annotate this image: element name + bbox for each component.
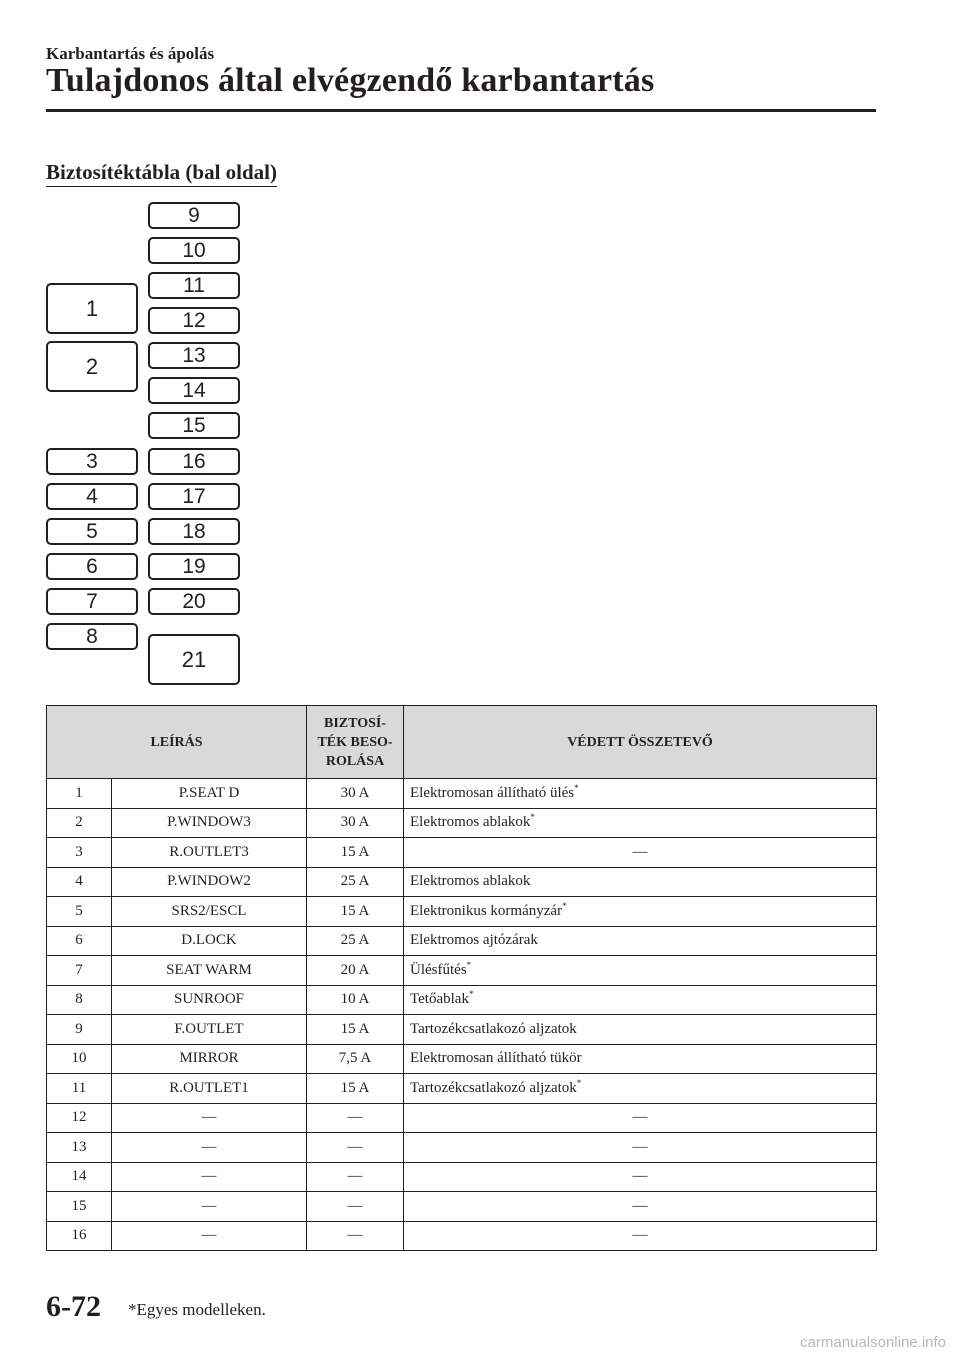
fuse-slot-10: 10 [148, 237, 240, 264]
table-row [47, 808, 877, 838]
fuse-rating-cell [307, 1015, 404, 1045]
fuse-number-cell-text: 5 [75, 902, 83, 919]
fuse-rating-cell [307, 1103, 404, 1133]
fuse-rating-cell-text: 15 A [340, 1079, 370, 1096]
header-component: VÉDETT ÖSSZETEVŐ [404, 706, 877, 779]
fuse-number-cell-text: 2 [75, 814, 83, 831]
fuse-number-cell [47, 838, 112, 868]
fuse-rating-cell [307, 1133, 404, 1163]
table-row [47, 838, 877, 868]
fuse-number-cell [47, 1074, 112, 1104]
fuse-number-cell [47, 1103, 112, 1133]
protected-component-cell [404, 956, 877, 986]
fuse-slot-3: 3 [46, 448, 138, 475]
protected-component-cell-text: ― [632, 843, 648, 860]
fuse-number-cell [47, 985, 112, 1015]
fuse-rating-cell [307, 926, 404, 956]
protected-component-cell [404, 1162, 877, 1192]
protected-component-cell [404, 1015, 877, 1045]
header-rating-line3: ROLÁSA [325, 753, 385, 769]
protected-component-cell-text: Tartozékcsatlakozó aljzatok [410, 1020, 577, 1037]
fuse-description-cell [112, 1015, 307, 1045]
fuse-rating-cell-text: 25 A [340, 932, 370, 949]
fuse-description-cell [112, 808, 307, 838]
header-description: LEÍRÁS [47, 706, 307, 779]
fuse-rating-cell [307, 1074, 404, 1104]
fuse-description-cell [112, 779, 307, 809]
header-rating [307, 706, 404, 779]
fuse-number-cell-text: 16 [71, 1227, 87, 1244]
protected-component-cell [404, 985, 877, 1015]
fuse-description-cell [112, 1192, 307, 1222]
fuse-description-cell-text: MIRROR [179, 1050, 239, 1067]
fuse-description-cell-text: P.WINDOW3 [167, 814, 251, 831]
fuse-number-cell [47, 956, 112, 986]
protected-component-cell-text: Tetőablak [410, 991, 469, 1008]
table-row [47, 1044, 877, 1074]
protected-component-cell-text: ― [632, 1109, 648, 1126]
protected-component-cell [404, 808, 877, 838]
fuse-description-cell [112, 985, 307, 1015]
fuse-description-cell [112, 897, 307, 927]
protected-component-cell-text: ― [632, 1168, 648, 1185]
fuse-rating-cell-text: 30 A [340, 814, 370, 831]
fuse-slot-2: 2 [46, 341, 138, 392]
fuse-description-cell [112, 1103, 307, 1133]
protected-component-cell [404, 1074, 877, 1104]
fuse-table [46, 705, 877, 1251]
fuse-slot-14: 14 [148, 377, 240, 404]
header-rating-line2: TÉK BESO- [317, 734, 393, 750]
fuse-slot-4: 4 [46, 483, 138, 510]
table-row [47, 897, 877, 927]
fuse-number-cell-text: 12 [71, 1109, 87, 1126]
footnote-marker: * [562, 900, 567, 911]
fuse-number-cell-text: 10 [71, 1050, 87, 1067]
fuse-rating-cell-text: 25 A [340, 873, 370, 890]
fuse-rating-cell [307, 838, 404, 868]
fuse-rating-cell-text: 7,5 A [338, 1050, 372, 1067]
footnote-marker: * [468, 989, 474, 1000]
fuse-description-cell-text: F.OUTLET [174, 1020, 244, 1037]
protected-component-cell-text: Elektromos ajtózárak [410, 932, 538, 949]
fuse-description-cell [112, 867, 307, 897]
fuse-rating-cell-text: 10 A [340, 991, 370, 1008]
fuse-number-cell-text: 11 [71, 1079, 87, 1096]
protected-component-cell-text: ― [632, 1138, 648, 1155]
footnote-marker: * [530, 812, 535, 823]
fuse-description-cell-text: P.WINDOW2 [167, 873, 251, 890]
watermark: carmanualsonline.info [800, 1334, 946, 1351]
fuse-slot-18: 18 [148, 518, 240, 545]
fuse-rating-cell [307, 808, 404, 838]
fuse-rating-cell [307, 1044, 404, 1074]
table-row [47, 1162, 877, 1192]
protected-component-cell-text: Elektronikus kormányzár [410, 902, 563, 919]
fuse-description-cell-text: ― [201, 1109, 217, 1126]
fuse-rating-cell-text: 30 A [340, 784, 370, 801]
fuse-slot-9: 9 [148, 202, 240, 229]
protected-component-cell-text: Tartozékcsatlakozó aljzatok [410, 1079, 577, 1096]
fuse-rating-cell-text: ― [347, 1227, 363, 1244]
fuse-slot-11: 11 [148, 272, 240, 299]
fuse-description-cell [112, 926, 307, 956]
protected-component-cell-text: ― [632, 1227, 648, 1244]
fuse-description-cell [112, 1221, 307, 1251]
protected-component-cell [404, 1221, 877, 1251]
fuse-number-cell [47, 1192, 112, 1222]
protected-component-cell [404, 926, 877, 956]
fuse-rating-cell [307, 897, 404, 927]
protected-component-cell [404, 1133, 877, 1163]
fuse-number-cell [47, 1133, 112, 1163]
protected-component-cell-text: Elektromosan állítható ülés [410, 784, 575, 801]
protected-component-cell [404, 1103, 877, 1133]
fuse-slot-8: 8 [46, 623, 138, 650]
fuse-number-cell [47, 779, 112, 809]
fuse-description-cell-text: SRS2/ESCL [171, 902, 247, 919]
fuse-number-cell-text: 9 [75, 1020, 83, 1037]
fuse-description-cell [112, 1162, 307, 1192]
footnote-marker: * [574, 782, 579, 793]
fuse-rating-cell-text: ― [347, 1168, 363, 1185]
title-rule [46, 109, 876, 112]
fuse-number-cell [47, 1044, 112, 1074]
fuse-slot-20: 20 [148, 588, 240, 615]
fuse-number-cell [47, 1162, 112, 1192]
fuse-slot-7: 7 [46, 588, 138, 615]
table-row [47, 985, 877, 1015]
protected-component-cell [404, 867, 877, 897]
fuse-description-cell-text: SEAT WARM [166, 961, 252, 978]
fuse-number-cell [47, 897, 112, 927]
fuse-number-cell-text: 6 [75, 932, 83, 949]
fuse-description-cell-text: ― [201, 1197, 217, 1214]
fuse-rating-cell [307, 1162, 404, 1192]
table-row [47, 1192, 877, 1222]
protected-component-cell [404, 838, 877, 868]
fuse-description-cell-text: ― [201, 1168, 217, 1185]
fuse-slot-16: 16 [148, 448, 240, 475]
fuse-panel-heading: Biztosítéktábla (bal oldal) [46, 160, 277, 187]
fuse-number-cell [47, 808, 112, 838]
fuse-description-cell [112, 1074, 307, 1104]
footnote-marker: * [466, 959, 472, 970]
protected-component-cell-text: Elektromos ablakok [410, 873, 531, 890]
fuse-description-cell-text: P.SEAT D [178, 784, 240, 801]
fuse-number-cell-text: 8 [75, 991, 83, 1008]
fuse-rating-cell-text: ― [347, 1109, 363, 1126]
fuse-description-cell [112, 1044, 307, 1074]
footnote-marker: * [576, 1077, 582, 1088]
protected-component-cell-text: Elektromos ablakok [410, 814, 531, 831]
table-header-row [47, 706, 877, 779]
fuse-description-cell [112, 838, 307, 868]
fuse-slot-5: 5 [46, 518, 138, 545]
fuse-rating-cell-text: ― [347, 1197, 363, 1214]
table-row [47, 1221, 877, 1251]
protected-component-cell-text: ― [632, 1197, 648, 1214]
fuse-number-cell-text: 14 [71, 1168, 87, 1185]
fuse-rating-cell-text: ― [347, 1138, 363, 1155]
fuse-slot-6: 6 [46, 553, 138, 580]
protected-component-cell-text: Ülésfűtés [410, 961, 467, 978]
table-row [47, 1103, 877, 1133]
protected-component-cell-text: Elektromosan állítható tükör [410, 1050, 582, 1067]
fuse-rating-cell [307, 867, 404, 897]
fuse-description-cell-text: D.LOCK [181, 932, 237, 949]
protected-component-cell [404, 1192, 877, 1222]
fuse-rating-cell-text: 15 A [340, 843, 370, 860]
fuse-rating-cell [307, 1192, 404, 1222]
fuse-number-cell-text: 1 [75, 784, 83, 801]
page-number: 6-72 [46, 1290, 101, 1323]
fuse-rating-cell [307, 985, 404, 1015]
fuse-number-cell [47, 1015, 112, 1045]
fuse-description-cell-text: ― [201, 1138, 217, 1155]
fuse-number-cell-text: 13 [71, 1138, 87, 1155]
table-row [47, 779, 877, 809]
fuse-description-cell [112, 1133, 307, 1163]
fuse-description-cell [112, 956, 307, 986]
fuse-number-cell-text: 3 [75, 843, 83, 860]
fuse-number-cell [47, 926, 112, 956]
fuse-slot-15: 15 [148, 412, 240, 439]
table-row [47, 1015, 877, 1045]
fuse-number-cell-text: 15 [71, 1197, 87, 1214]
fuse-slot-19: 19 [148, 553, 240, 580]
fuse-slot-17: 17 [148, 483, 240, 510]
fuse-description-cell-text: SUNROOF [173, 991, 245, 1008]
fuse-number-cell-text: 4 [75, 873, 83, 890]
footnote: *Egyes modelleken. [128, 1300, 266, 1319]
section-label: Karbantartás és ápolás [46, 44, 215, 63]
fuse-slot-13: 13 [148, 342, 240, 369]
fuse-rating-cell [307, 779, 404, 809]
page-title: Tulajdonos által elvégzendő karbantartás [46, 62, 655, 99]
table-row [47, 926, 877, 956]
fuse-rating-cell [307, 1221, 404, 1251]
fuse-slot-12: 12 [148, 307, 240, 334]
fuse-slot-21: 21 [148, 634, 240, 685]
fuse-rating-cell-text: 15 A [340, 1020, 370, 1037]
table-row [47, 1133, 877, 1163]
fuse-rating-cell-text: 15 A [340, 902, 370, 919]
fuse-number-cell [47, 867, 112, 897]
fuse-description-cell-text: R.OUTLET1 [169, 1079, 249, 1096]
fuse-number-cell-text: 7 [75, 961, 83, 978]
fuse-description-cell-text: R.OUTLET3 [169, 843, 249, 860]
protected-component-cell [404, 1044, 877, 1074]
fuse-rating-cell-text: 20 A [340, 961, 370, 978]
table-row [47, 867, 877, 897]
protected-component-cell [404, 779, 877, 809]
table-row [47, 1074, 877, 1104]
protected-component-cell [404, 897, 877, 927]
header-rating-line1: BIZTOSÍ- [324, 715, 387, 731]
fuse-description-cell-text: ― [201, 1227, 217, 1244]
table-row [47, 956, 877, 986]
fuse-slot-1: 1 [46, 283, 138, 334]
fuse-rating-cell [307, 956, 404, 986]
fuse-number-cell [47, 1221, 112, 1251]
